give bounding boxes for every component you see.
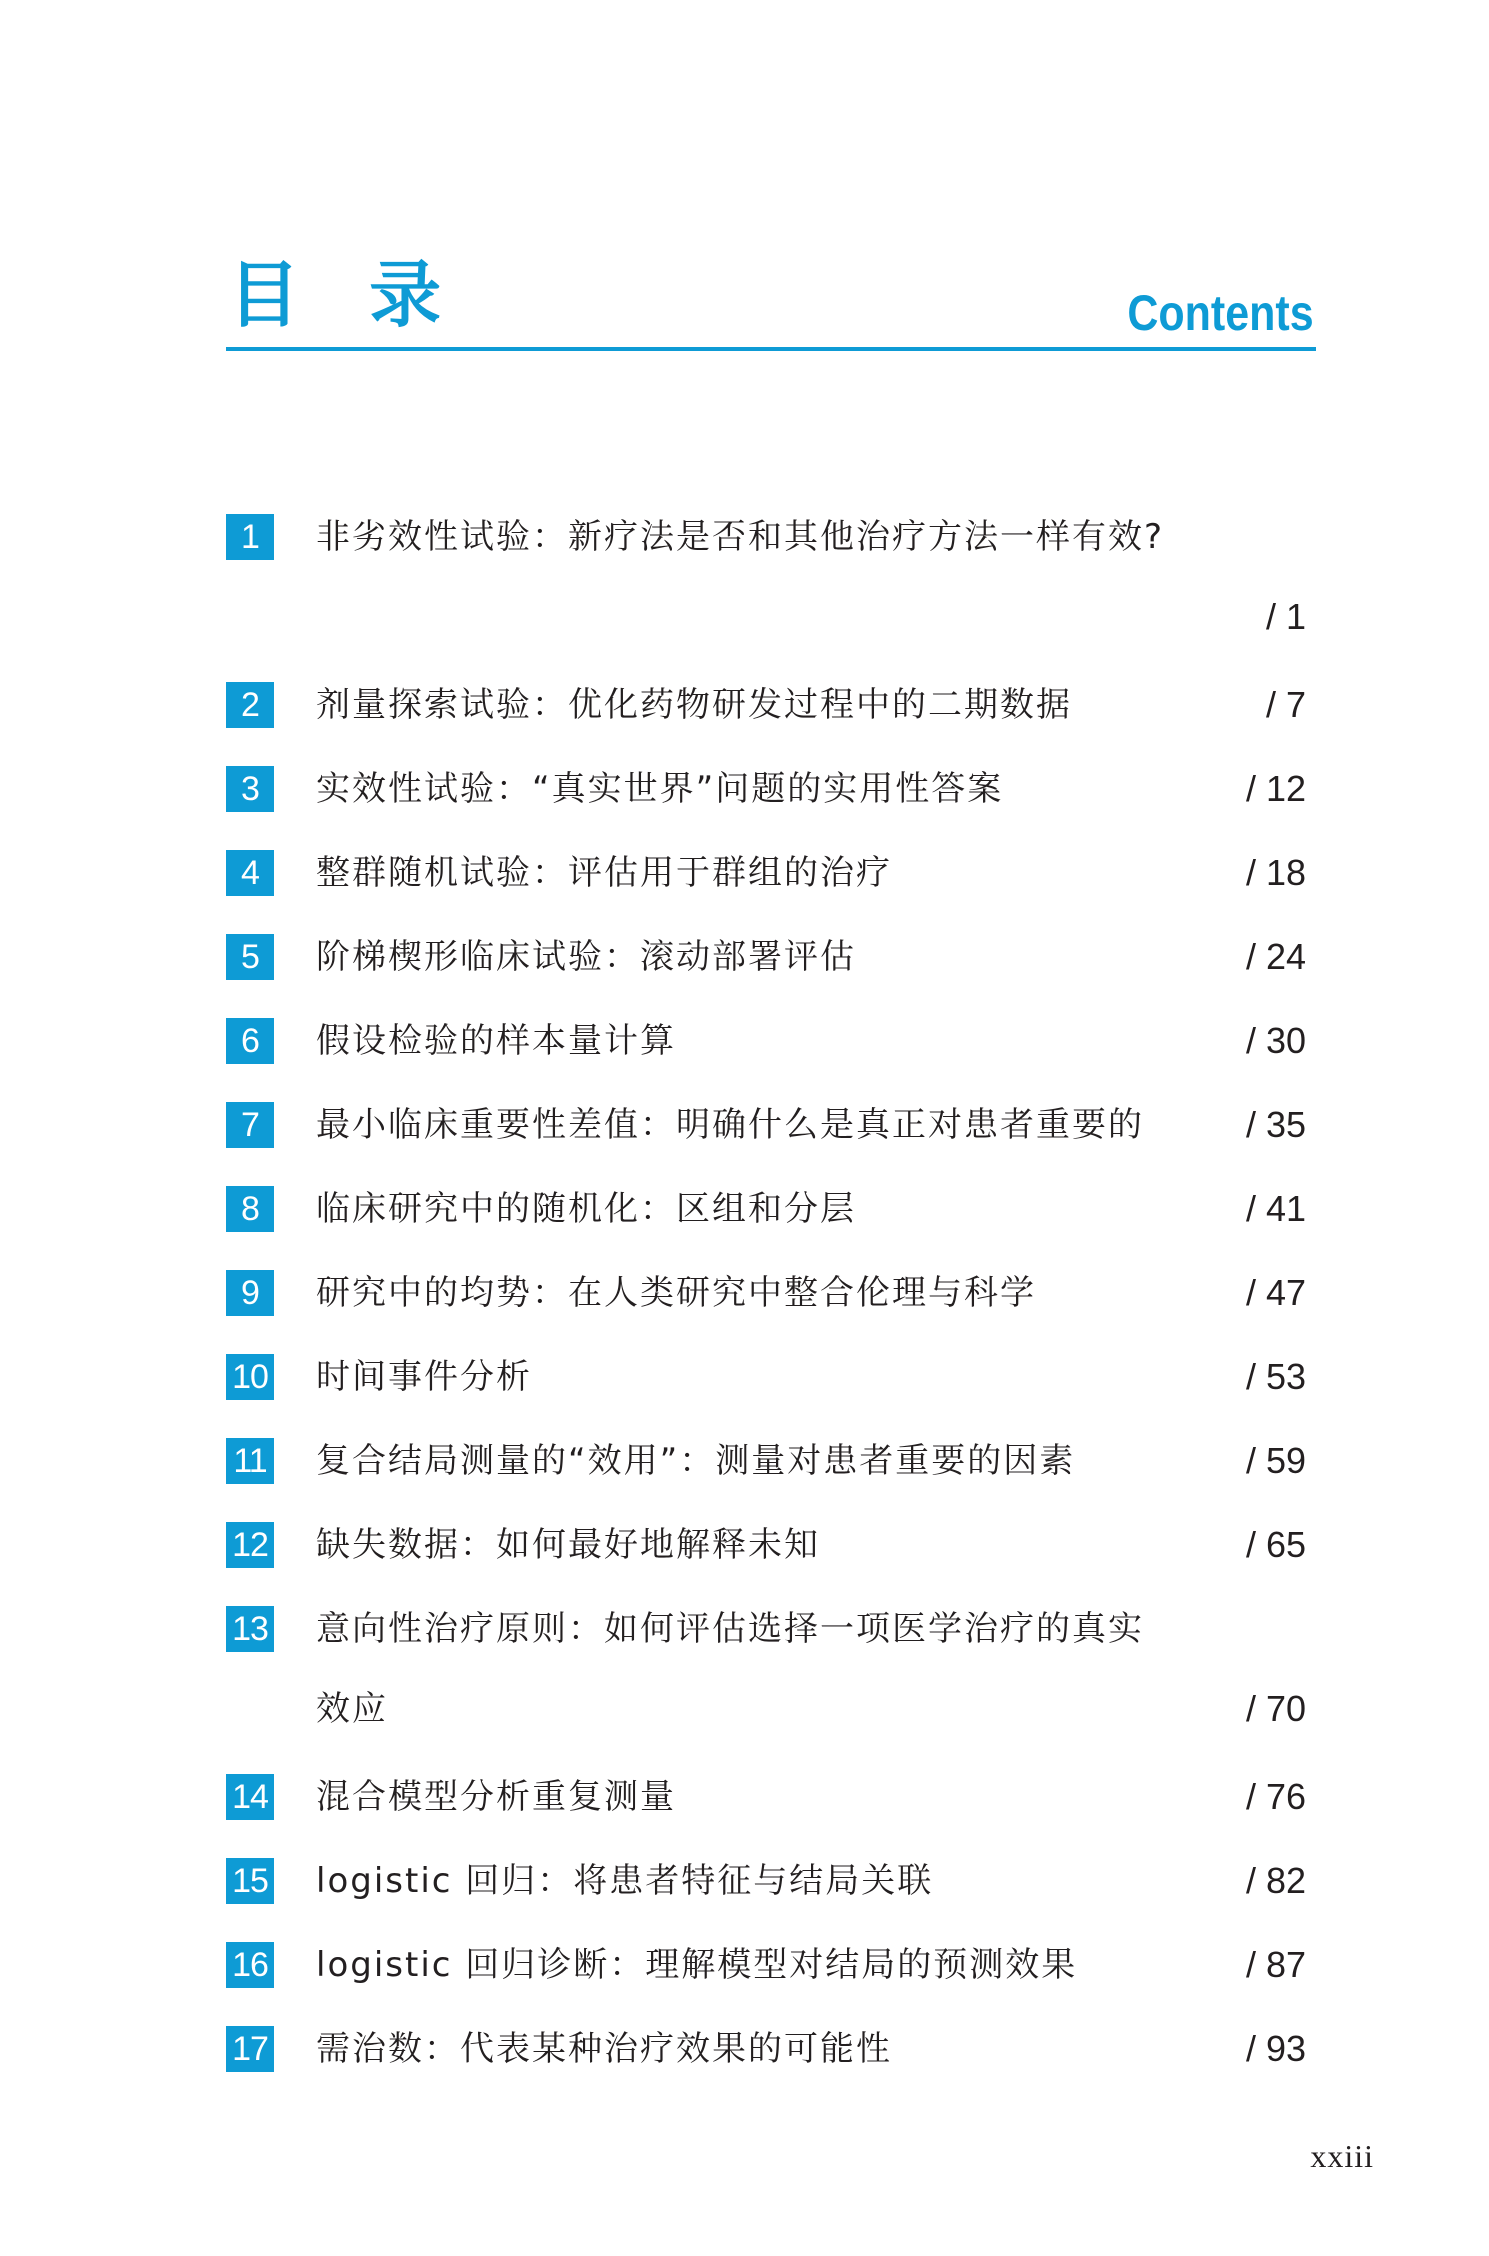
chapter-number-badge: 9 [226,1270,274,1316]
page-number: / 65 [1245,1524,1306,1565]
page-title-english: Contents [1127,285,1314,341]
chapter-number-badge: 7 [226,1102,274,1148]
chapter-number-badge: 8 [226,1186,274,1232]
page-title-chinese: 目 录 [228,253,464,337]
page-number: / 41 [1245,1188,1306,1229]
chapter-number-badge: 2 [226,682,274,728]
chapter-title[interactable]: 研究中的均势：在人类研究中整合伦理与科学 [316,1273,1036,1313]
chapter-title[interactable]: 复合结局测量的“效用”：测量对患者重要的因素 [316,1441,1076,1481]
chapter-title[interactable]: 非劣效性试验：新疗法是否和其他治疗方法一样有效? [316,517,1165,557]
page-number: / 1 [1265,596,1306,637]
chapter-number-badge: 1 [226,514,274,560]
chapter-title[interactable]: 临床研究中的随机化：区组和分层 [316,1189,856,1229]
chapter-number-badge: 5 [226,934,274,980]
page-number: / 12 [1245,768,1306,809]
chapter-number-badge: 10 [226,1354,274,1400]
page-number: / 87 [1245,1944,1306,1985]
chapter-title[interactable]: 最小临床重要性差值：明确什么是真正对患者重要的 [316,1105,1144,1145]
chapter-title[interactable]: logistic 回归诊断：理解模型对结局的预测效果 [316,1945,1078,1985]
chapter-number-badge: 15 [226,1858,274,1904]
chapter-number-badge: 3 [226,766,274,812]
chapter-title[interactable]: 混合模型分析重复测量 [316,1777,676,1817]
page-number: / 93 [1245,2028,1306,2069]
chapter-number-badge: 12 [226,1522,274,1568]
chapter-number-badge: 4 [226,850,274,896]
page-number: / 70 [1245,1688,1306,1729]
chapter-number-badge: 13 [226,1606,274,1652]
page-number: / 47 [1245,1272,1306,1313]
chapter-number-badge: 11 [226,1438,274,1484]
page-number: / 82 [1245,1860,1306,1901]
chapter-title[interactable]: 阶梯楔形临床试验：滚动部署评估 [316,937,856,977]
page-number: / 7 [1265,684,1306,725]
chapter-title[interactable]: 假设检验的样本量计算 [316,1021,676,1061]
page-number: / 24 [1245,936,1306,977]
chapter-title[interactable]: 需治数：代表某种治疗效果的可能性 [316,2029,892,2069]
chapter-number-badge: 6 [226,1018,274,1064]
page-number: / 76 [1245,1776,1306,1817]
chapter-title[interactable]: 缺失数据：如何最好地解释未知 [316,1525,820,1565]
chapter-title[interactable]: 整群随机试验：评估用于群组的治疗 [316,853,892,893]
page-number: / 18 [1245,852,1306,893]
chapter-title[interactable]: 实效性试验：“真实世界”问题的实用性答案 [316,769,1004,809]
chapter-number-badge: 14 [226,1774,274,1820]
chapter-title[interactable]: logistic 回归：将患者特征与结局关联 [316,1861,934,1901]
chapter-number-badge: 16 [226,1942,274,1988]
page-number: / 59 [1245,1440,1306,1481]
chapter-number-badge: 17 [226,2026,274,2072]
page-number: / 53 [1245,1356,1306,1397]
chapter-title[interactable]: 时间事件分析 [316,1357,532,1397]
chapter-title[interactable]: 意向性治疗原则：如何评估选择一项医学治疗的真实 [316,1609,1144,1649]
page-folio: xxiii [1310,2138,1374,2174]
page-number: / 35 [1245,1104,1306,1145]
chapter-title[interactable]: 剂量探索试验：优化药物研发过程中的二期数据 [316,685,1072,725]
page-number: / 30 [1245,1020,1306,1061]
chapter-title-continued[interactable]: 效应 [316,1689,388,1729]
